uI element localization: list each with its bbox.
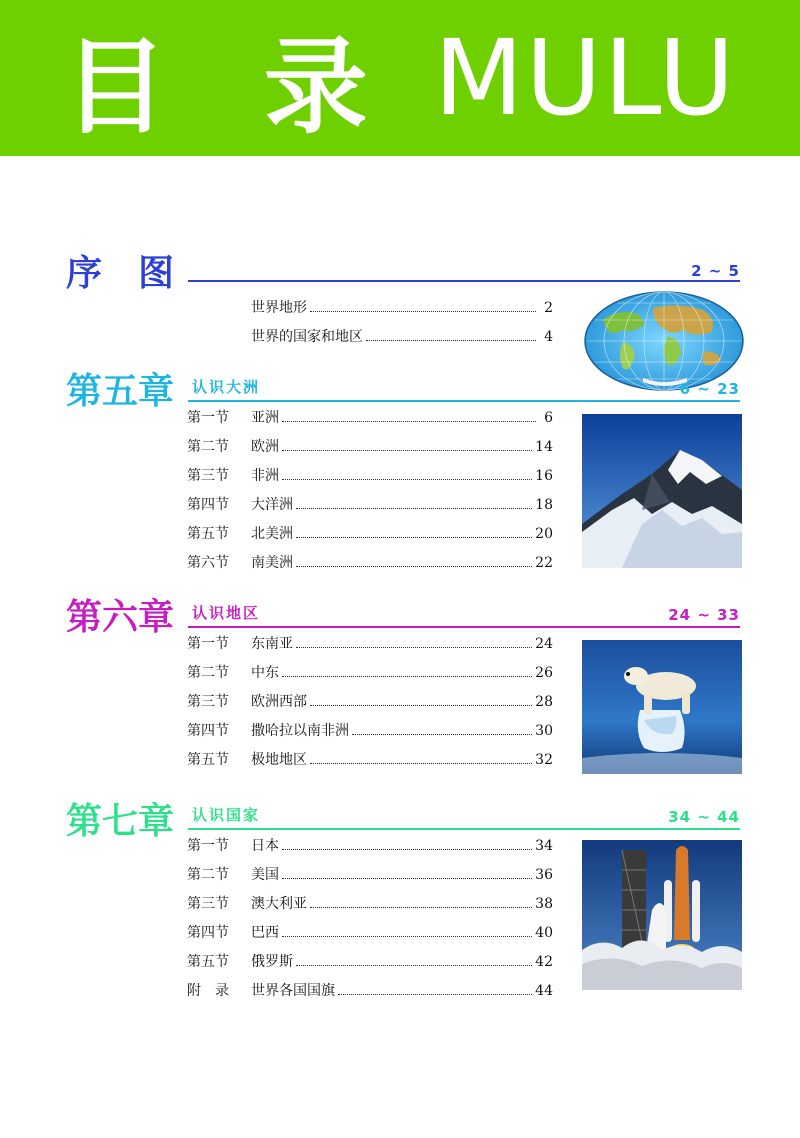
entry-name: 世界各国国旗	[251, 983, 335, 999]
toc-entry[interactable]	[187, 659, 553, 688]
leader-dots	[366, 340, 536, 341]
toc-entry[interactable]	[187, 861, 553, 890]
entry-name: 巴西	[251, 925, 279, 941]
toc-entry[interactable]	[187, 717, 553, 746]
leader-dots	[282, 878, 532, 879]
entry-name: 非洲	[251, 468, 279, 484]
chapter-subtitle: 认识国家	[192, 806, 261, 824]
page-range: 24 ~ 33	[668, 606, 740, 624]
entry-name: 美国	[251, 867, 279, 883]
section-rule	[188, 828, 740, 830]
section-rule	[188, 400, 740, 402]
toc-entry[interactable]	[187, 433, 553, 462]
entry-name: 东南亚	[251, 636, 293, 652]
toc-entry[interactable]	[187, 294, 553, 323]
entry-name: 南美洲	[251, 555, 293, 571]
toc-entry[interactable]	[187, 462, 553, 491]
entry-name: 大洋洲	[251, 497, 293, 513]
entry-number: 第五节	[187, 526, 229, 542]
entry-number: 第三节	[187, 896, 229, 912]
leader-dots	[296, 647, 532, 648]
leader-dots	[352, 734, 532, 735]
entry-page: 16	[535, 468, 553, 484]
leader-dots	[310, 311, 536, 312]
leader-dots	[296, 537, 532, 538]
toc-entry[interactable]	[187, 919, 553, 948]
page-range: 34 ~ 44	[668, 808, 740, 826]
entry-number: 第一节	[187, 410, 229, 426]
toc-entry[interactable]	[187, 630, 553, 659]
entry-page: 24	[535, 636, 553, 652]
entry-page: 2	[544, 300, 553, 316]
entry-number: 第四节	[187, 497, 229, 513]
entry-name: 俄罗斯	[251, 954, 293, 970]
leader-dots	[282, 450, 532, 451]
page-range: 6 ~ 23	[679, 380, 740, 398]
entry-page: 18	[535, 497, 553, 513]
entry-name: 日本	[251, 838, 279, 854]
section-rule	[188, 626, 740, 628]
leader-dots	[282, 479, 532, 480]
entry-name: 撒哈拉以南非洲	[251, 723, 349, 739]
leader-dots	[310, 907, 532, 908]
entry-number: 第一节	[187, 838, 229, 854]
entry-name: 亚洲	[251, 410, 279, 426]
leader-dots	[310, 705, 532, 706]
entry-page: 44	[535, 983, 553, 999]
entry-list	[187, 832, 553, 1006]
entry-page: 22	[535, 555, 553, 571]
leader-dots	[282, 421, 536, 422]
entry-page: 28	[535, 694, 553, 710]
toc-entry[interactable]	[187, 977, 553, 1006]
toc-entry[interactable]	[187, 323, 553, 352]
entry-number: 第一节	[187, 636, 229, 652]
entry-name: 欧洲西部	[251, 694, 307, 710]
leader-dots	[296, 508, 532, 509]
entry-name: 世界的国家和地区	[251, 329, 363, 345]
title-cjk: 目 录	[63, 26, 398, 148]
toc-entry[interactable]	[187, 520, 553, 549]
entry-page: 14	[535, 439, 553, 455]
entry-page: 6	[544, 410, 553, 426]
entry-number: 第三节	[187, 694, 229, 710]
entry-page: 26	[535, 665, 553, 681]
entry-list	[187, 630, 553, 775]
entry-name: 北美洲	[251, 526, 293, 542]
toc-entry[interactable]	[187, 746, 553, 775]
leader-dots	[296, 566, 532, 567]
section-rule	[188, 280, 740, 282]
entry-page: 34	[535, 838, 553, 854]
entry-page: 30	[535, 723, 553, 739]
entry-page: 20	[535, 526, 553, 542]
chapter-title: 第七章	[66, 801, 175, 842]
toc-entry[interactable]	[187, 832, 553, 861]
toc-entry[interactable]	[187, 890, 553, 919]
entry-name: 极地地区	[251, 752, 307, 768]
toc-entry[interactable]	[187, 549, 553, 578]
title-banner	[0, 0, 800, 156]
entry-name: 世界地形	[251, 300, 307, 316]
entry-page: 42	[535, 954, 553, 970]
toc-entry[interactable]	[187, 404, 553, 433]
toc-entry[interactable]	[187, 948, 553, 977]
world-map-globe	[583, 290, 745, 392]
leader-dots	[282, 936, 532, 937]
entry-number: 第二节	[187, 665, 229, 681]
chapter-title: 序 图	[66, 253, 175, 294]
entry-number: 第二节	[187, 439, 229, 455]
entry-page: 38	[535, 896, 553, 912]
leader-dots	[282, 849, 532, 850]
chapter-subtitle: 认识大洲	[192, 378, 261, 396]
entry-list	[187, 404, 553, 578]
leader-dots	[296, 965, 532, 966]
entry-name: 中东	[251, 665, 279, 681]
entry-number: 第五节	[187, 954, 229, 970]
title-latin: MULU	[433, 17, 737, 139]
entry-list	[187, 294, 553, 352]
entry-number: 第二节	[187, 867, 229, 883]
entry-number: 第六节	[187, 555, 229, 571]
leader-dots	[338, 994, 532, 995]
toc-entry[interactable]	[187, 688, 553, 717]
entry-number: 附 录	[187, 983, 229, 999]
leader-dots	[282, 676, 532, 677]
toc-entry[interactable]	[187, 491, 553, 520]
chapter-title: 第五章	[66, 371, 175, 412]
entry-number: 第四节	[187, 925, 229, 941]
entry-number: 第四节	[187, 723, 229, 739]
chapter-subtitle: 认识地区	[192, 604, 261, 622]
entry-name: 澳大利亚	[251, 896, 307, 912]
entry-page: 4	[544, 329, 553, 345]
entry-page: 40	[535, 925, 553, 941]
snowy-mountain-photo	[582, 414, 742, 568]
page-range: 2 ~ 5	[691, 262, 740, 280]
entry-page: 36	[535, 867, 553, 883]
entry-number: 第三节	[187, 468, 229, 484]
entry-number: 第五节	[187, 752, 229, 768]
entry-name: 欧洲	[251, 439, 279, 455]
space-shuttle-launch-photo	[582, 840, 742, 990]
leader-dots	[310, 763, 532, 764]
entry-page: 32	[535, 752, 553, 768]
polar-bear-on-ice-photo	[582, 640, 742, 774]
chapter-title: 第六章	[66, 597, 175, 638]
